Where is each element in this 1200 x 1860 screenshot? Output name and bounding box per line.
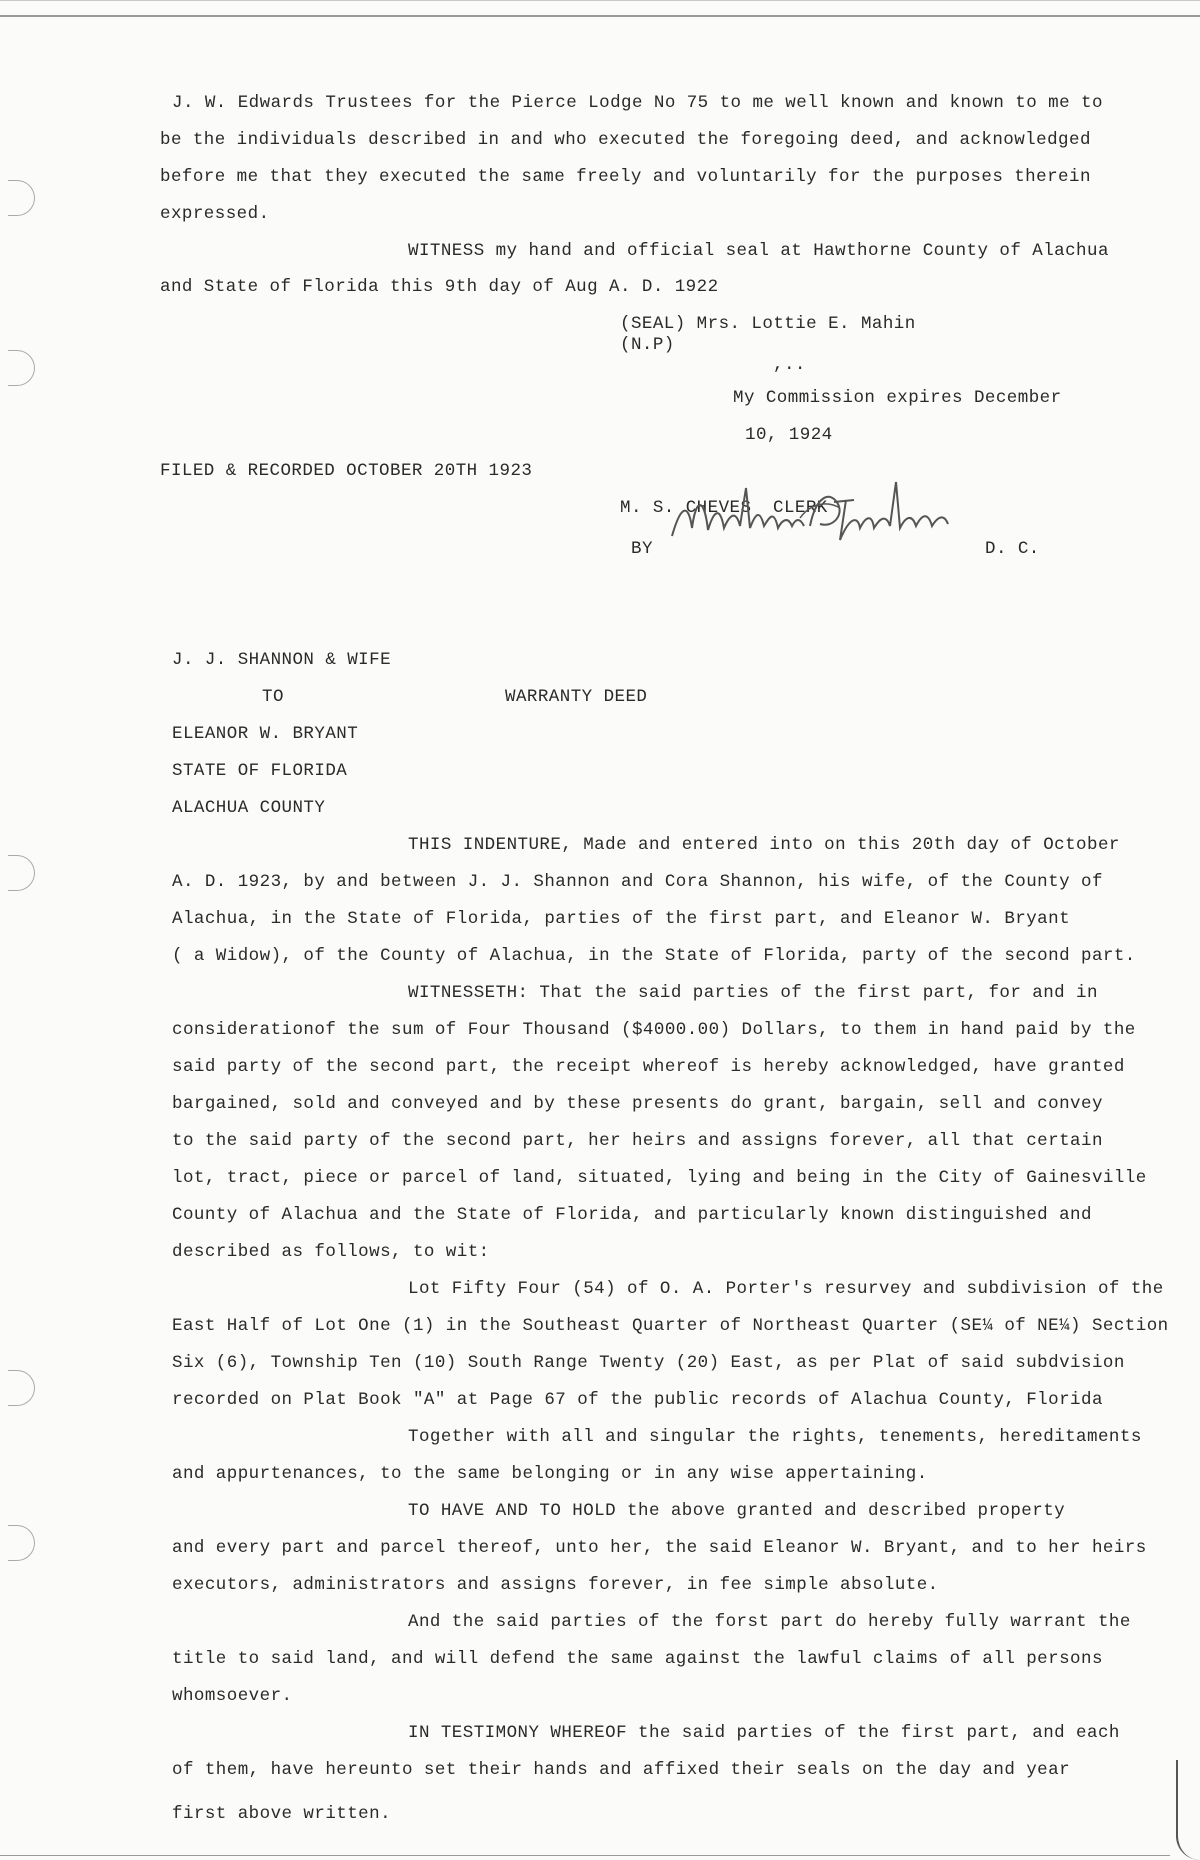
indenture-line: Alachua, in the State of Florida, parties of the first part, and Eleanor W. Bryant bbox=[172, 909, 1071, 929]
lot-line: Lot Fifty Four (54) of O. A. Porter's resurvey and subdivision of the bbox=[408, 1279, 1164, 1299]
text-line: be the individuals described in and who executed the foregoing deed, and acknowledged bbox=[160, 130, 1091, 150]
testimony-line: first above written. bbox=[172, 1804, 392, 1824]
filed-recorded: FILED & RECORDED OCTOBER 20TH 1923 bbox=[160, 461, 533, 481]
witnesseth-line: described as follows, to wit: bbox=[172, 1242, 490, 1262]
text-line: J. W. Edwards Trustees for the Pierce Lodge No 75 to me well known and known to me to bbox=[172, 93, 1103, 113]
lot-line: East Half of Lot One (1) in the Southeast Quarter of Northeast Quarter (SE¼ of NE¼) Section bbox=[172, 1316, 1169, 1336]
clerk-signature bbox=[660, 470, 980, 550]
witnesseth-line: to the said party of the second part, her heirs and assigns forever, all that certain bbox=[172, 1131, 1103, 1151]
grantee-heading: ELEANOR W. BRYANT bbox=[172, 724, 359, 744]
indenture-line: A. D. 1923, by and between J. J. Shannon and Cora Shannon, his wife, of the County of bbox=[172, 872, 1103, 892]
binder-hole bbox=[8, 180, 35, 216]
indenture-line: ( a Widow), of the County of Alachua, in the State of Florida, party of the second part. bbox=[172, 946, 1136, 966]
clerk-by: BY bbox=[631, 539, 653, 559]
witnesseth-line: lot, tract, piece or parcel of land, situated, lying and being in the City of Gainesville bbox=[172, 1168, 1147, 1188]
witness-line: and State of Florida this 9th day of Aug A. D. 1922 bbox=[160, 277, 719, 297]
together-line: Together with all and singular the rights, tenements, hereditaments bbox=[408, 1427, 1142, 1447]
text-line: expressed. bbox=[160, 204, 270, 224]
testimony-line: IN TESTIMONY WHEREOF the said parties of the first part, and each bbox=[408, 1723, 1120, 1743]
together-line: and appurtenances, to the same belonging or in any wise appertaining. bbox=[172, 1464, 928, 1484]
page-curl bbox=[1176, 1760, 1200, 1860]
habendum-line: executors, administrators and assigns forever, in fee simple absolute. bbox=[172, 1575, 939, 1595]
text-line: before me that they executed the same freely and voluntarily for the purposes therein bbox=[160, 167, 1091, 187]
notary-np: (N.P) bbox=[620, 335, 675, 355]
witnesseth-line: considerationof the sum of Four Thousand ($4000.00) Dollars, to them in hand paid by the bbox=[172, 1020, 1136, 1040]
habendum-line: and every part and parcel thereof, unto her, the said Eleanor W. Bryant, and to her heirs bbox=[172, 1538, 1147, 1558]
clerk-title: CLERK bbox=[773, 498, 828, 518]
commission-date: 10, 1924 bbox=[745, 425, 833, 445]
binder-hole bbox=[8, 1370, 35, 1406]
witnesseth-line: said party of the second part, the receipt whereof is hereby acknowledged, have granted bbox=[172, 1057, 1125, 1077]
clerk-dc: D. C. bbox=[985, 539, 1040, 559]
clerk-name: M. S. CHEVES bbox=[620, 498, 752, 518]
habendum-line: TO HAVE AND TO HOLD the above granted and described property bbox=[408, 1501, 1066, 1521]
warrant-line: And the said parties of the forst part do hereby fully warrant the bbox=[408, 1612, 1131, 1632]
binder-hole bbox=[8, 350, 35, 386]
notary-mark: ,.. bbox=[773, 355, 806, 375]
state-heading: STATE OF FLORIDA bbox=[172, 761, 348, 781]
top-border bbox=[0, 0, 1200, 17]
witness-line: WITNESS my hand and official seal at Hawthorne County of Alachua bbox=[408, 241, 1109, 261]
witnesseth-line: bargained, sold and conveyed and by these presents do grant, bargain, sell and convey bbox=[172, 1094, 1103, 1114]
to-heading: TO bbox=[262, 687, 284, 707]
bottom-border bbox=[0, 1855, 1170, 1856]
notary-seal: (SEAL) Mrs. Lottie E. Mahin bbox=[620, 314, 916, 334]
lot-line: recorded on Plat Book "A" at Page 67 of the public records of Alachua County, Florida bbox=[172, 1390, 1103, 1410]
grantor-heading: J. J. SHANNON & WIFE bbox=[172, 650, 392, 670]
binder-hole bbox=[8, 855, 35, 891]
commission-line: My Commission expires December bbox=[733, 388, 1062, 408]
binder-hole bbox=[8, 1525, 35, 1561]
deed-type-heading: WARRANTY DEED bbox=[505, 687, 648, 707]
county-heading: ALACHUA COUNTY bbox=[172, 798, 326, 818]
testimony-line: of them, have hereunto set their hands and affixed their seals on the day and year bbox=[172, 1760, 1071, 1780]
indenture-line: THIS INDENTURE, Made and entered into on this 20th day of October bbox=[408, 835, 1120, 855]
warrant-line: whomsoever. bbox=[172, 1686, 293, 1706]
witnesseth-line: WITNESSETH: That the said parties of the first part, for and in bbox=[408, 983, 1098, 1003]
witnesseth-line: County of Alachua and the State of Florida, and particularly known distinguished and bbox=[172, 1205, 1092, 1225]
warrant-line: title to said land, and will defend the same against the lawful claims of all persons bbox=[172, 1649, 1103, 1669]
lot-line: Six (6), Township Ten (10) South Range Twenty (20) East, as per Plat of said subdvision bbox=[172, 1353, 1125, 1373]
